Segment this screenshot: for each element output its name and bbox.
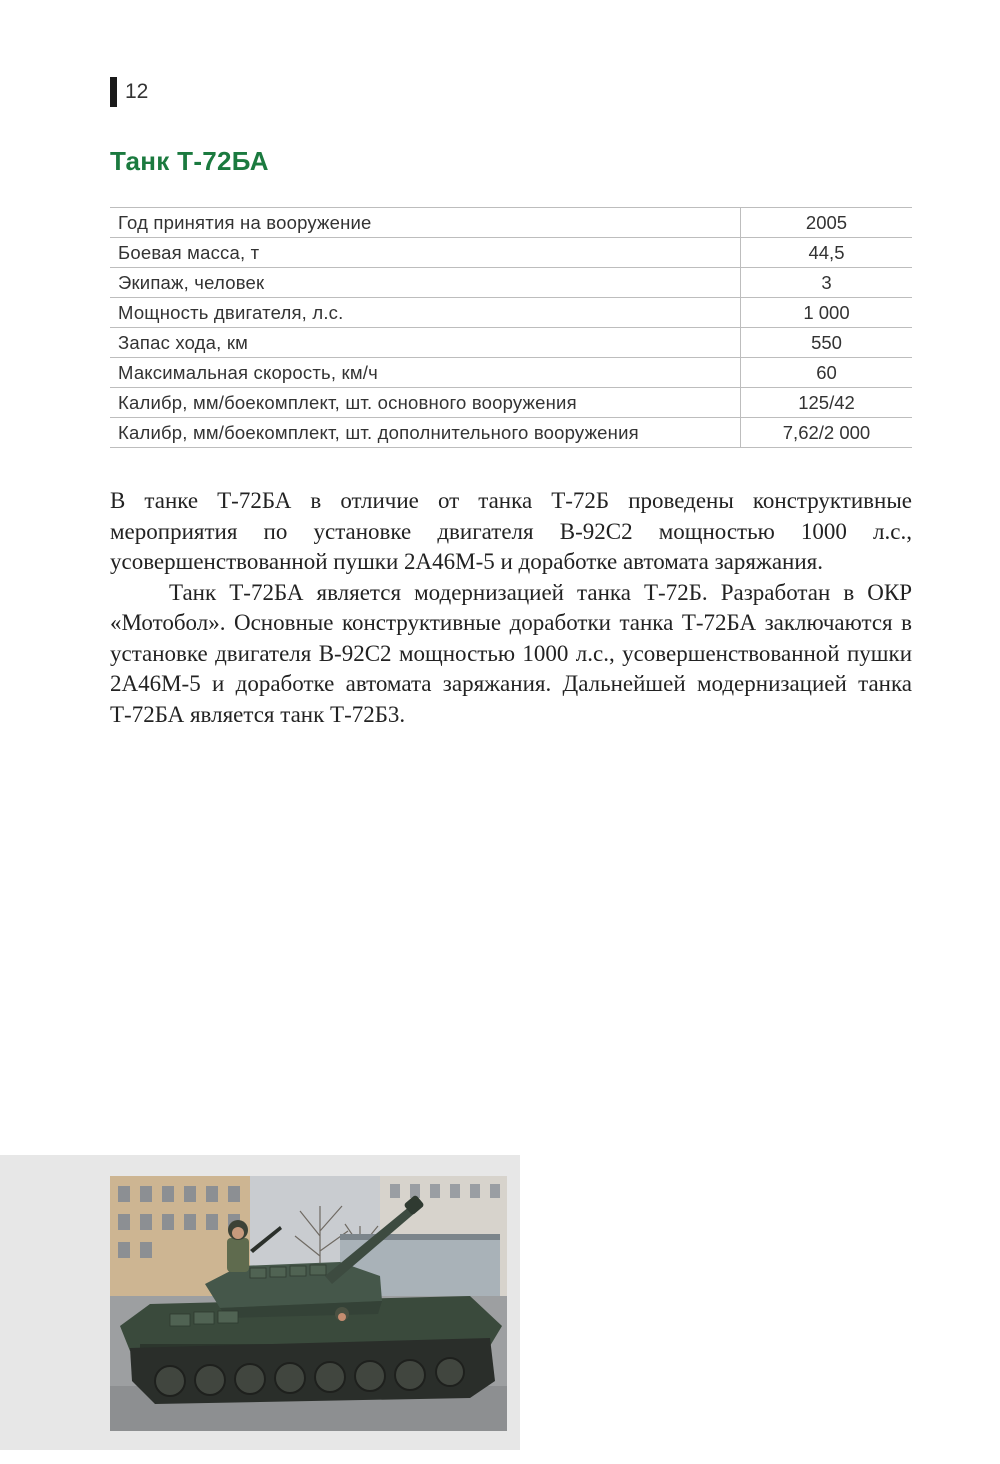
spec-value: 2005	[741, 208, 913, 238]
table-row	[110, 268, 912, 298]
table-row	[110, 298, 912, 328]
page-number: 12	[125, 80, 149, 103]
spec-label: Год принятия на вооружение	[110, 208, 741, 238]
spec-value: 1 000	[741, 298, 913, 328]
spec-label: Боевая масса, т	[110, 238, 741, 268]
spec-label: Мощность двигателя, л.с.	[110, 298, 741, 328]
spec-value: 60	[741, 358, 913, 388]
table-row	[110, 358, 912, 388]
table-row	[110, 418, 912, 448]
table-row	[110, 388, 912, 418]
tank-photo	[110, 1176, 507, 1431]
spec-table	[110, 207, 912, 448]
paragraph: Танк Т-72БА является модернизацией танка Т-72Б. Разработан в ОКР «Мотобол». Основные конструктивные доработки танка Т-72БА заключаются в установке двигателя В-92С2 мощностью 1000 л.с., усовершенствованной пушки 2А46М-5 и доработке автомата заряжания. Дальнейшей модернизацией танка Т-72БА является танк Т-72Б3.	[110, 579, 912, 727]
paragraph: В танке Т-72БА в отличие от танка Т-72Б проведены конструктивные мероприятия по установке двигателя В-92С2 мощностью 1000 л.с., усовершенствованной пушки 2А46М-5 и доработке автомата заряжания.	[110, 488, 912, 574]
spec-value: 7,62/2 000	[741, 418, 913, 448]
spec-label: Максимальная скорость, км/ч	[110, 358, 741, 388]
spec-label: Экипаж, человек	[110, 268, 741, 298]
spec-label: Калибр, мм/боекомплект, шт. основного вооружения	[110, 388, 741, 418]
table-row	[110, 208, 912, 238]
page-marker	[110, 77, 117, 107]
page-title: Танк Т-72БА	[110, 146, 269, 176]
spec-label: Калибр, мм/боекомплект, шт. дополнительного вооружения	[110, 418, 741, 448]
spec-label: Запас хода, км	[110, 328, 741, 358]
spec-value: 3	[741, 268, 913, 298]
spec-value: 550	[741, 328, 913, 358]
table-row	[110, 238, 912, 268]
spec-value: 125/42	[741, 388, 913, 418]
table-row	[110, 328, 912, 358]
spec-value: 44,5	[741, 238, 913, 268]
body-text	[110, 486, 912, 730]
